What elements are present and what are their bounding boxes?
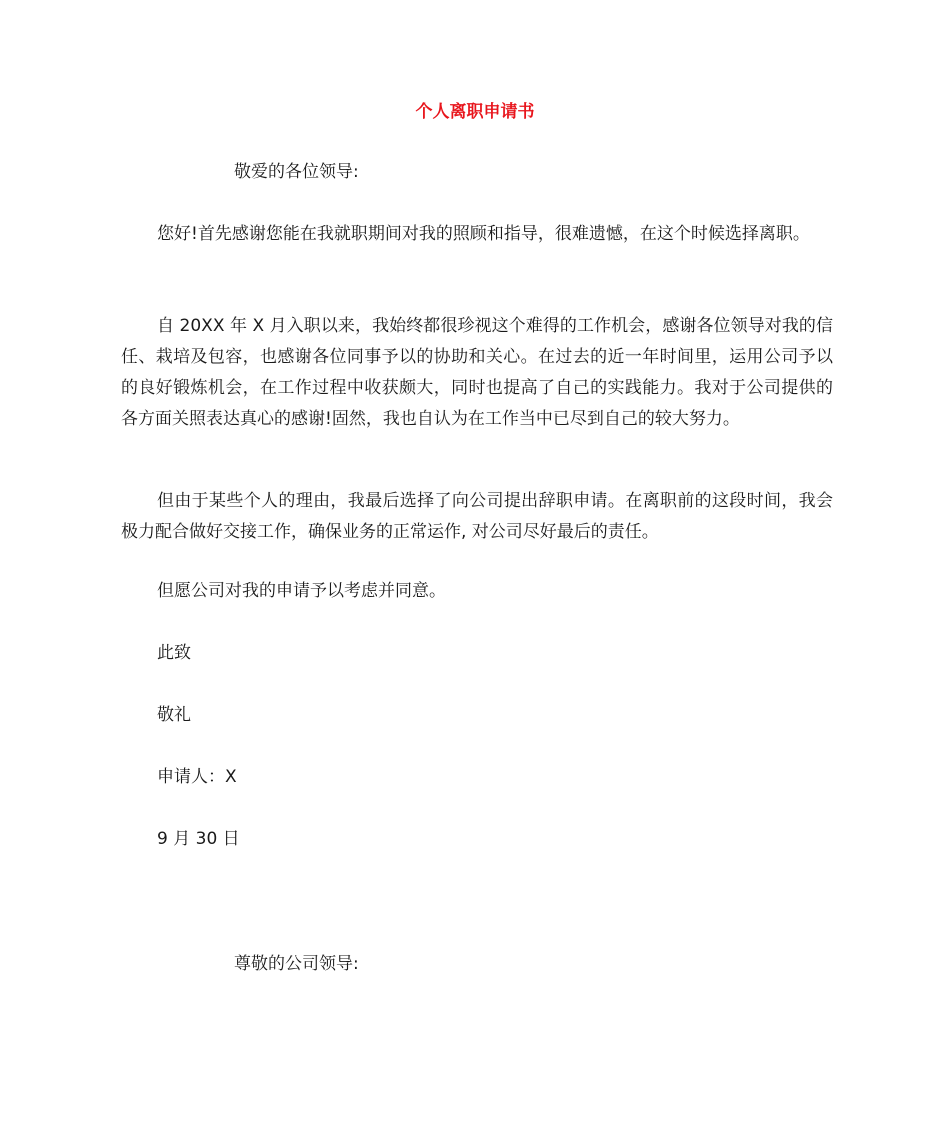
paragraph-employment: 自 20XX 年 X 月入职以来，我始终都很珍视这个难得的工作机会，感谢各位领导对我的信任、栽培及包容，也感谢各位同事予以的协助和关心。在过去的近一年时间里，运用公司予以的良好锻炼机会，在工作过程中收获颇大，同时也提高了自己的实践能力。我对于公司提供的各方面关照表达真心的感谢!固然，我也自认为在工作当中已尽到自己的较大努力。	[121, 316, 833, 429]
closing-request: 但愿公司对我的申请予以考虑并同意。	[157, 581, 446, 601]
paragraph-greeting: 您好!首先感谢您能在我就职期间对我的照顾和指导，很难遗憾，在这个时候选择离职。	[157, 224, 810, 244]
paragraph-reason: 但由于某些个人的理由，我最后选择了向公司提出辞职申请。在离职前的这段时间，我会极力配合做好交接工作，确保业务的正常运作, 对公司尽好最后的责任。	[121, 491, 833, 542]
date-line: 9 月 30 日	[157, 829, 240, 849]
closing-cizhi: 此致	[157, 643, 191, 663]
document-title: 个人离职申请书	[415, 102, 535, 122]
applicant-line: 申请人：X	[157, 767, 237, 787]
salutation: 敬爱的各位领导:	[234, 162, 359, 182]
second-salutation: 尊敬的公司领导:	[234, 954, 359, 974]
closing-jingli: 敬礼	[157, 705, 191, 725]
